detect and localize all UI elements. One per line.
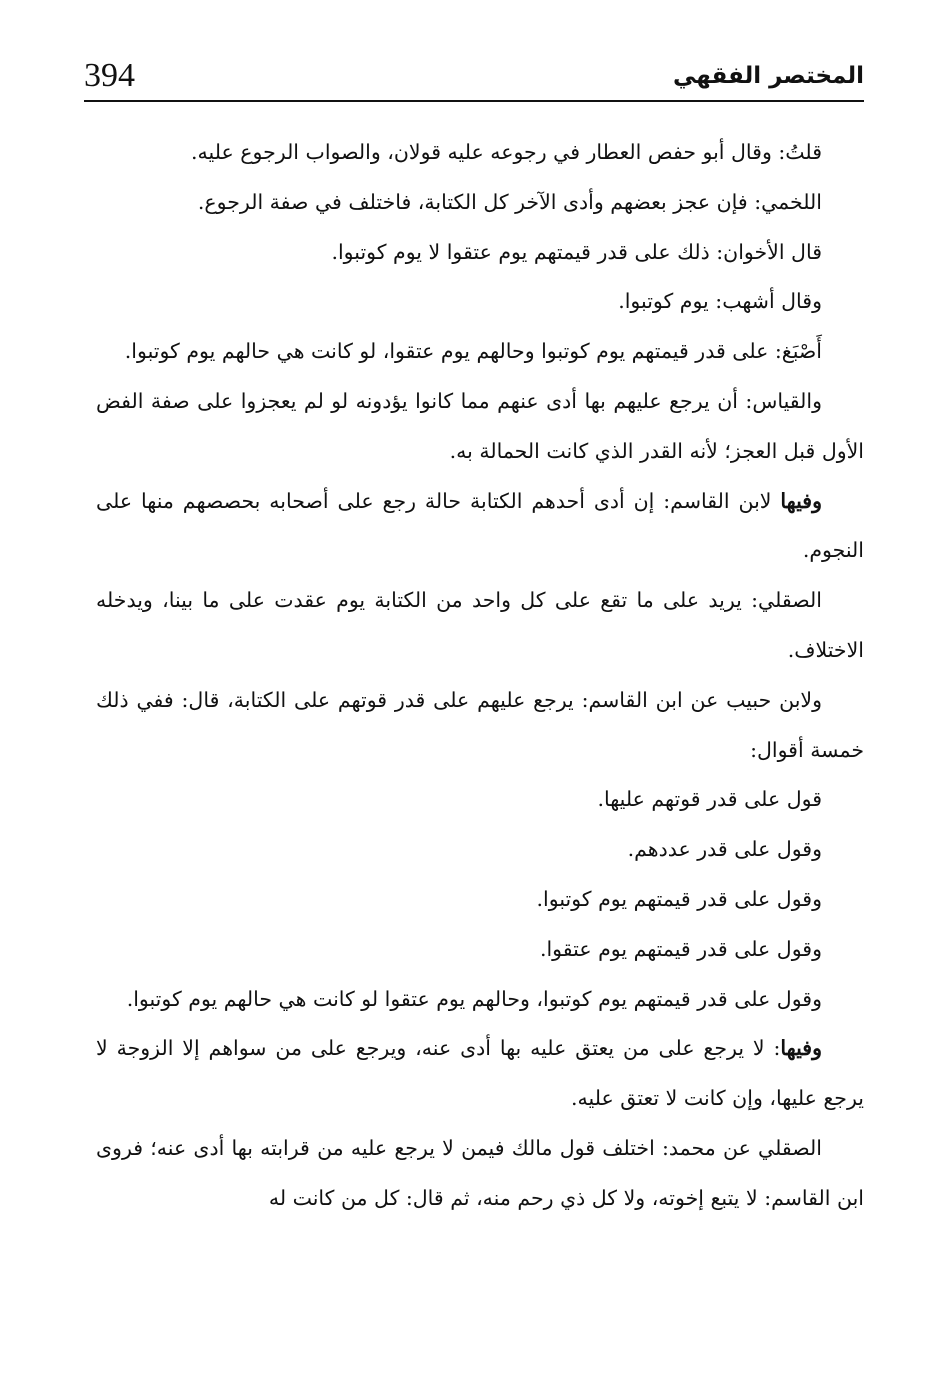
page-number: 394	[84, 57, 135, 94]
list-item-text: وقول على قدر عددهم.	[627, 837, 822, 862]
paragraph	[96, 228, 864, 278]
list-item-text: وقول على قدر قيمتهم يوم عتقوا.	[539, 936, 822, 961]
running-title: المختصر الفقهي	[673, 63, 864, 89]
paragraph	[96, 477, 864, 577]
list-item	[96, 825, 864, 875]
paragraph	[96, 327, 864, 377]
paragraph	[96, 277, 864, 327]
paragraph-lead: وفيها	[780, 1036, 822, 1061]
page-header	[84, 56, 864, 100]
paragraph-text: لابن القاسم: إن أدى أحدهم الكتابة حالة رجع على أصحابه بحصصهم منها على النجوم.	[96, 488, 864, 563]
header-rule	[84, 100, 864, 102]
list-item-text: وقول على قدر قيمتهم يوم كوتبوا.	[536, 886, 822, 911]
paragraph-text: الصقلي: يريد على ما تقع على كل واحد من الكتابة يوم عقدت على ما بينا، ويدخله الاختلاف.	[96, 588, 864, 662]
list-item	[96, 925, 864, 975]
list-item	[96, 875, 864, 925]
paragraph-text: الصقلي عن محمد: اختلف قول مالك فيمن لا يرجع عليه من قرابته بها أدى عنه؛ فروى ابن القاسم: لا يتبع إخوته، ولا كل ذي رحم منه، ثم قال: كل من كانت له	[96, 1135, 864, 1210]
paragraph-text: وقول على قدر قيمتهم يوم كوتبوا، وحالهم يوم عتقوا لو كانت هي حالهم يوم كوتبوا.	[126, 986, 822, 1011]
paragraph	[96, 576, 864, 676]
paragraph-text: أَصْبَغ: على قدر قيمتهم يوم كوتبوا وحالهم يوم عتقوا، لو كانت هي حالهم يوم كوتبوا.	[124, 339, 822, 364]
paragraph-text: : لا يرجع على من يعتق عليه بها أدى عنه، ويرجع على من سواهم إلا الزوجة لا يرجع عليها، وإن كانت لا تعتق عليه.	[96, 1036, 864, 1111]
paragraph	[96, 1124, 864, 1224]
paragraph-text: اللخمي: فإن عجز بعضهم وأدى الآخر كل الكتابة، فاختلف في صفة الرجوع.	[197, 189, 822, 214]
paragraph	[96, 975, 864, 1025]
paragraph-text: وقال أشهب: يوم كوتبوا.	[618, 289, 822, 314]
paragraph	[96, 128, 864, 178]
paragraph	[96, 1024, 864, 1124]
paragraph-text: قال الأخوان: ذلك على قدر قيمتهم يوم عتقوا لا يوم كوتبوا.	[331, 239, 822, 264]
list-item-text: قول على قدر قوتهم عليها.	[597, 787, 822, 812]
paragraph-text: والقياس: أن يرجع عليهم بها أدى عنهم مما كانوا يؤدونه لو لم يعجزوا على صفة الفض الأول قبل العجز؛ لأنه القدر الذي كانت الحمالة به.	[96, 388, 864, 463]
paragraph	[96, 676, 864, 776]
paragraph-text: قلتُ: وقال أبو حفص العطار في رجوعه عليه قولان، والصواب الرجوع عليه.	[191, 140, 822, 164]
paragraph-text: ولابن حبيب عن ابن القاسم: يرجع عليهم على قدر قوتهم على الكتابة، قال: ففي ذلك خمسة أقوال:	[96, 687, 864, 762]
list-item	[96, 775, 864, 825]
paragraph	[96, 377, 864, 477]
paragraph	[96, 178, 864, 228]
paragraph-lead: وفيها	[780, 488, 822, 513]
body-text	[96, 128, 864, 1224]
